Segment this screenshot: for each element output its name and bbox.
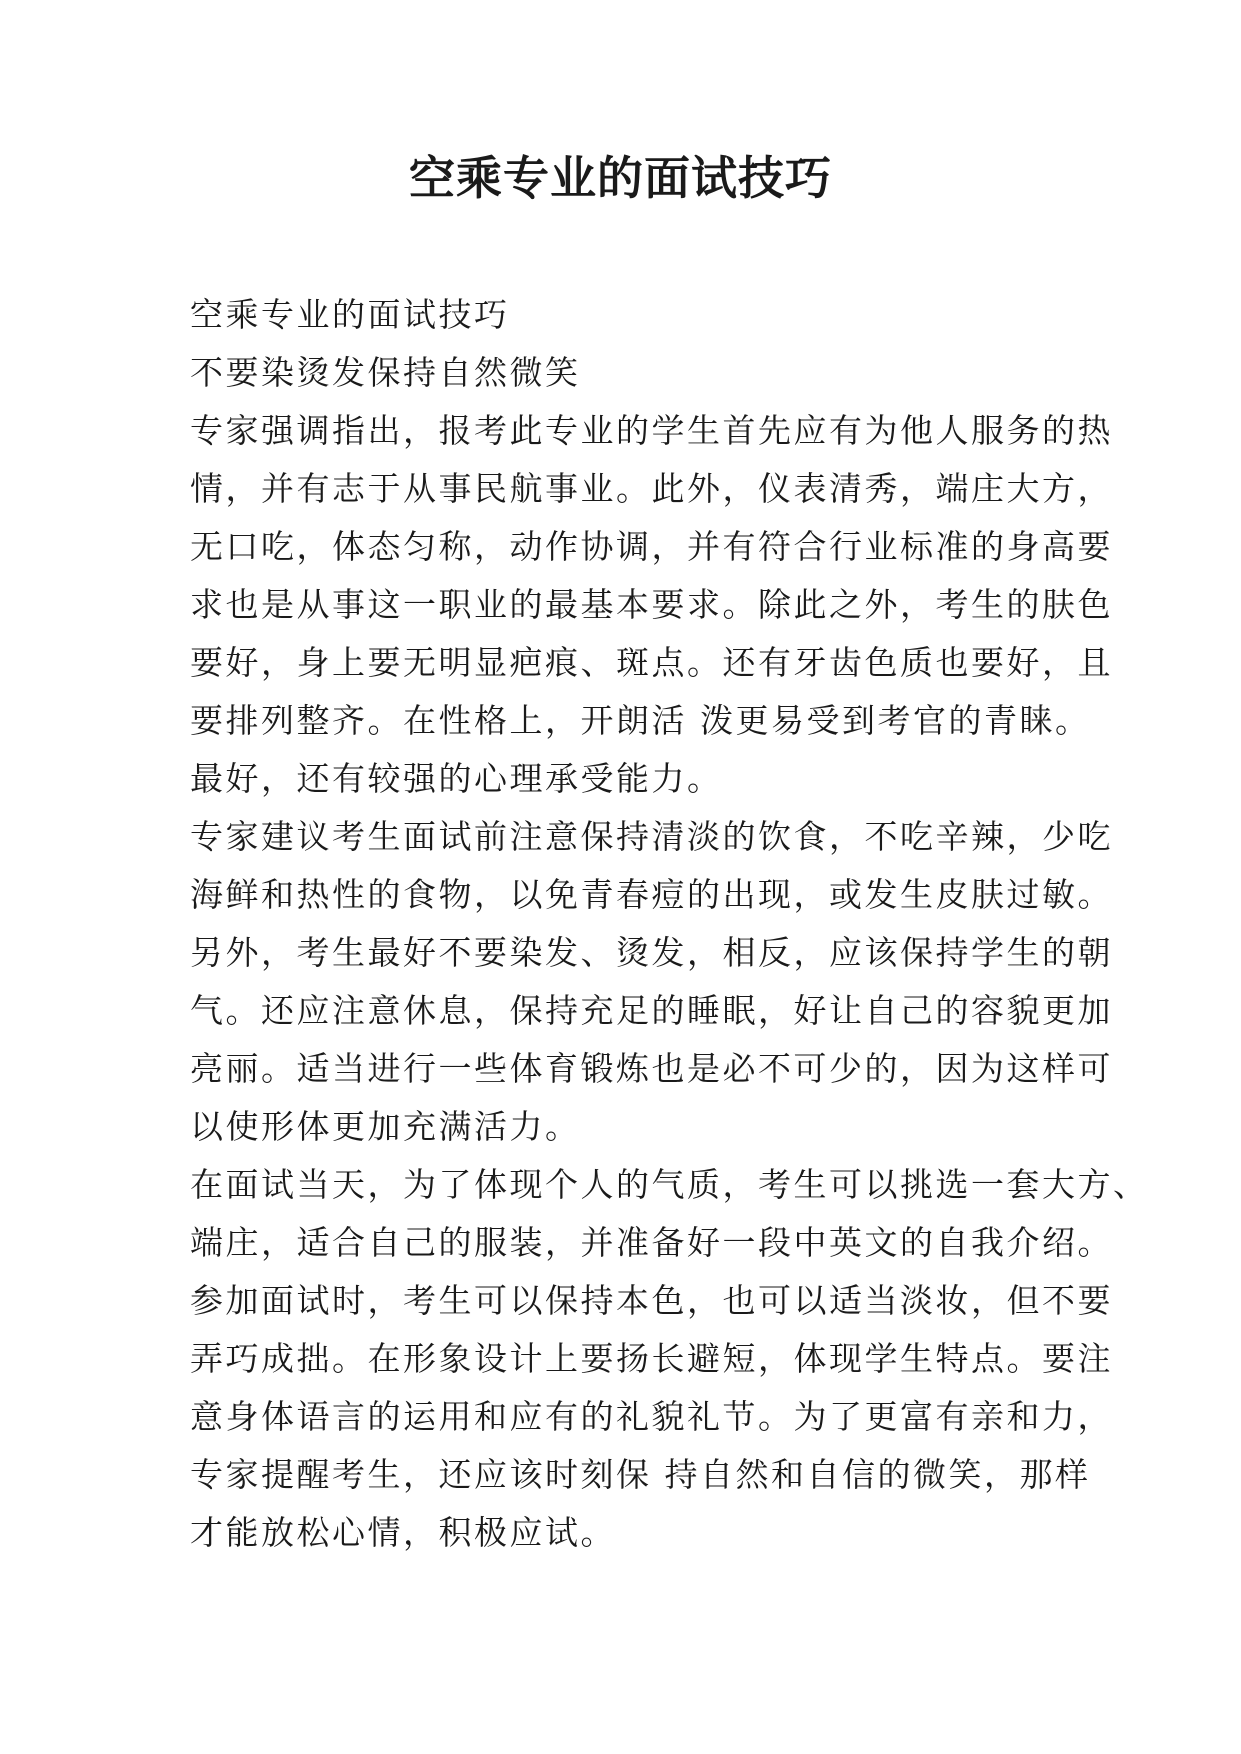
section-heading: 不要染烫发保持自然微笑 <box>190 353 581 392</box>
paragraph-1-line-2: 情，并有志于从事民航事业。此外，仪表清秀，端庄大方， <box>190 469 1113 508</box>
paragraph-2-line-4: 气。还应注意休息，保持充足的睡眠，好让自己的容貌更加 <box>190 991 1113 1030</box>
paragraph-2-line-2: 海鲜和热性的食物，以免青春痘的出现，或发生皮肤过敏。 <box>190 875 1113 914</box>
paragraph-3-line-7: 才能放松心情，积极应试。 <box>190 1513 616 1552</box>
paragraph-3-line-2: 端庄，适合自己的服装，并准备好一段中英文的自我介绍。 <box>190 1223 1113 1262</box>
paragraph-1-line-4: 求也是从事这一职业的最基本要求。除此之外，考生的肤色 <box>190 585 1113 624</box>
paragraph-2-line-5: 亮丽。适当进行一些体育锻炼也是必不可少的，因为这样可 <box>190 1049 1113 1088</box>
paragraph-3-line-3: 参加面试时，考生可以保持本色，也可以适当淡妆，但不要 <box>190 1281 1113 1320</box>
paragraph-1-line-5: 要好，身上要无明显疤痕、斑点。还有牙齿色质也要好，且 <box>190 643 1113 682</box>
paragraph-1-line-7: 最好，还有较强的心理承受能力。 <box>190 759 723 798</box>
paragraph-2-line-6: 以使形体更加充满活力。 <box>190 1107 581 1146</box>
paragraph-3-line-1: 在面试当天，为了体现个人的气质，考生可以挑选一套大方、 <box>190 1165 1149 1204</box>
paragraph-1-line-6: 要排列整齐。在性格上，开朗活 泼更易受到考官的青睐。 <box>190 701 1091 740</box>
paragraph-1-line-1: 专家强调指出，报考此专业的学生首先应有为他人服务的热 <box>190 411 1113 450</box>
paragraph-1-line-3: 无口吃，体态匀称，动作协调，并有符合行业标准的身高要 <box>190 527 1113 566</box>
paragraph-2-line-1: 专家建议考生面试前注意保持清淡的饮食，不吃辛辣，少吃 <box>190 817 1113 856</box>
paragraph-3-line-5: 意身体语言的运用和应有的礼貌礼节。为了更富有亲和力， <box>190 1397 1113 1436</box>
document-body <box>190 286 1149 1562</box>
document-title: 空乘专业的面试技巧 <box>409 151 832 205</box>
paragraph-3-line-4: 弄巧成拙。在形象设计上要扬长避短，体现学生特点。要注 <box>190 1339 1113 1378</box>
paragraph-2-line-3: 另外，考生最好不要染发、烫发，相反，应该保持学生的朝 <box>190 933 1113 972</box>
paragraph-3-line-6: 专家提醒考生，还应该时刻保 持自然和自信的微笑，那样 <box>190 1455 1091 1494</box>
subtitle-line: 空乘专业的面试技巧 <box>190 295 510 334</box>
